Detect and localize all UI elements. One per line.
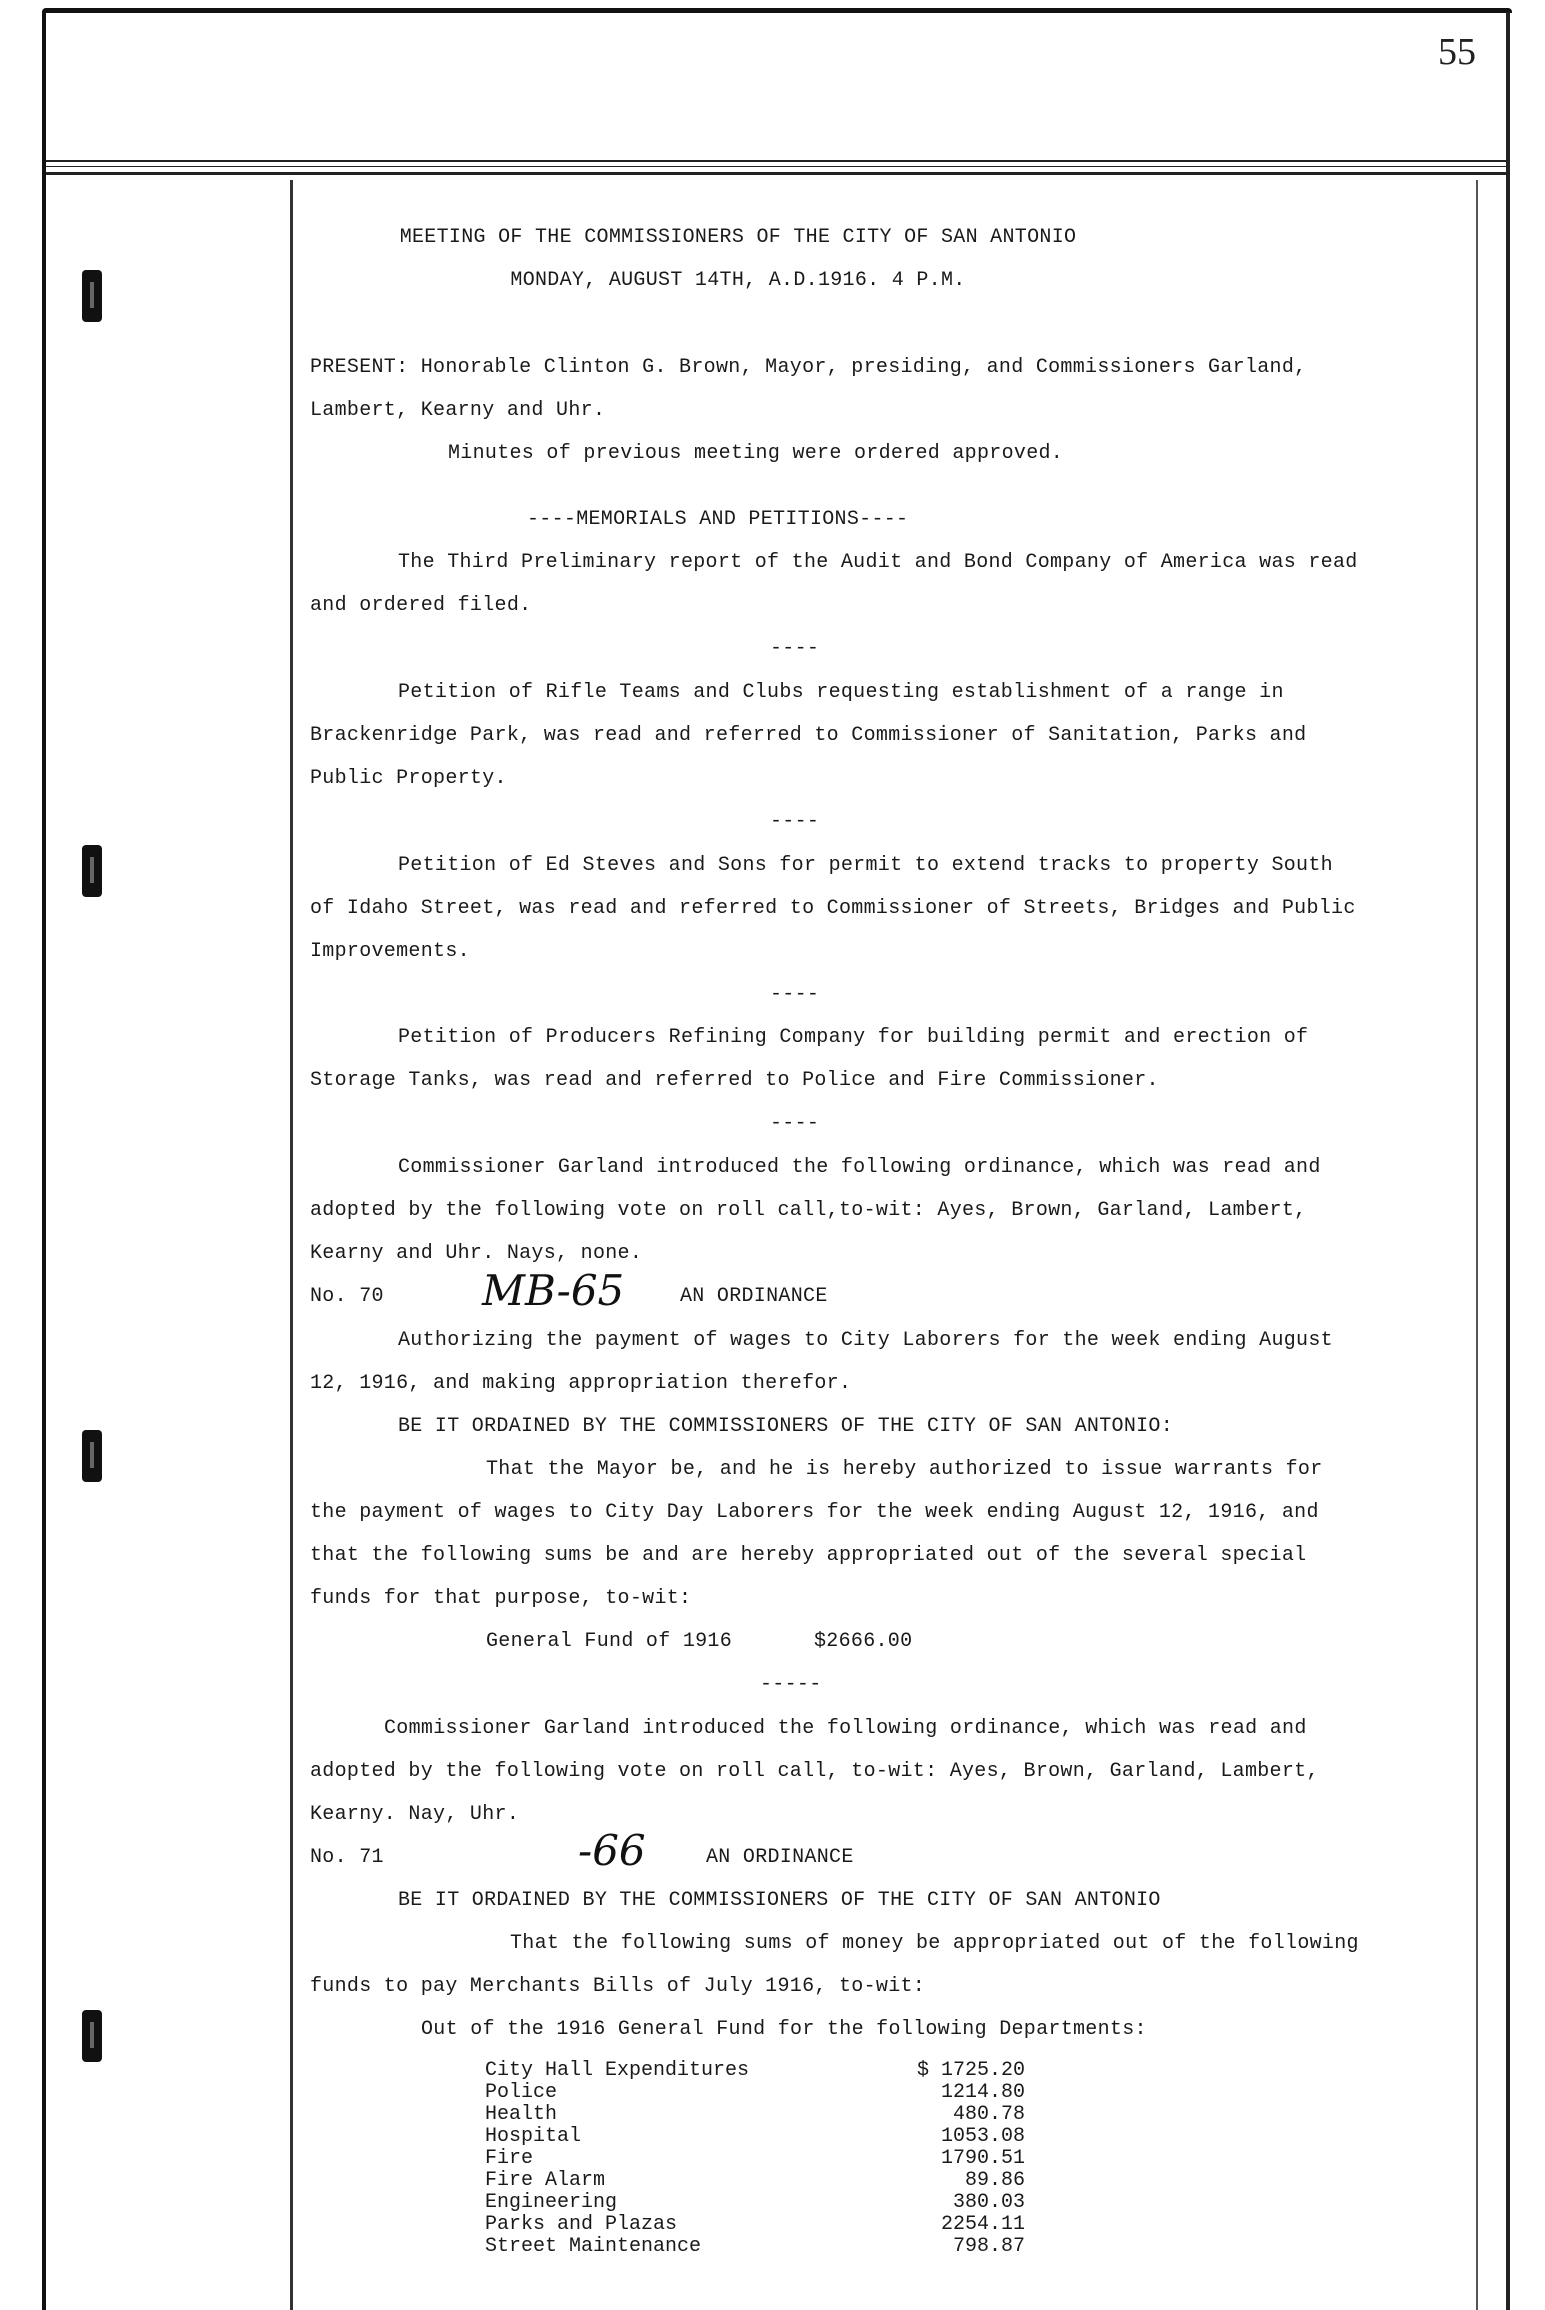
paragraph-line: Commissioner Garland introduced the following ordinance, which was read and (384, 1717, 1307, 1740)
department-name: Hospital (485, 2125, 582, 2148)
paragraph-line: funds for that purpose, to-wit: (310, 1587, 692, 1610)
list-item (485, 2060, 1025, 2082)
department-name: City Hall Expenditures (485, 2059, 750, 2082)
separator: ---- (770, 637, 820, 660)
separator: ---- (770, 810, 820, 833)
paragraph-line: the payment of wages to City Day Laborers for the week ending August 12, 1916, and (310, 1501, 1319, 1524)
present-line: Lambert, Kearny and Uhr. (310, 399, 606, 422)
department-name: Police (485, 2081, 558, 2104)
page-number: 55 (1438, 31, 1476, 73)
header-rule (46, 166, 1506, 167)
ordinance-heading: AN ORDINANCE (680, 1285, 828, 1308)
paragraph-line: funds to pay Merchants Bills of July 1916, to-wit: (310, 1975, 926, 1998)
section-heading: ----MEMORIALS AND PETITIONS---- (527, 508, 909, 531)
department-name: Parks and Plazas (485, 2213, 678, 2236)
paragraph-line: That the following sums of money be appropriated out of the following (510, 1932, 1359, 1955)
list-item (485, 2126, 1025, 2148)
list-item (485, 2192, 1025, 2214)
handwritten-annotation: MB-65 (482, 1266, 625, 1315)
ordained-line: BE IT ORDAINED BY THE COMMISSIONERS OF THE CITY OF SAN ANTONIO: (398, 1415, 1174, 1438)
paragraph-line: Improvements. (310, 940, 470, 963)
list-item (485, 2170, 1025, 2192)
paragraph-line: and ordered filed. (310, 594, 532, 617)
paragraph-line: Public Property. (310, 767, 507, 790)
paragraph-line: Kearny. Nay, Uhr. (310, 1803, 520, 1826)
list-item (485, 2104, 1025, 2126)
paragraph-line: Brackenridge Park, was read and referred to Commissioner of Sanitation, Parks and (310, 724, 1307, 747)
frame-right-border (1506, 12, 1510, 2310)
minutes-line: Minutes of previous meeting were ordered approved. (448, 442, 1064, 465)
binder-tab-icon (82, 1430, 102, 1482)
paragraph-line: adopted by the following vote on roll call,to-wit: Ayes, Brown, Garland, Lambert, (310, 1199, 1307, 1222)
department-amount: 798.87 (952, 2235, 1025, 2258)
paragraph-line: The Third Preliminary report of the Audit and Bond Company of America was read (398, 551, 1358, 574)
paragraph-line: 12, 1916, and making appropriation therefor. (310, 1372, 852, 1395)
paragraph-line: That the Mayor be, and he is hereby authorized to issue warrants for (486, 1458, 1323, 1481)
department-amount: 380.03 (952, 2191, 1025, 2214)
right-margin-rule (1476, 180, 1478, 2310)
separator: ---- (770, 983, 820, 1006)
ordinance-number: No. 70 (310, 1285, 384, 1308)
list-item (485, 2148, 1025, 2170)
fund-name: General Fund of 1916 (486, 1630, 733, 1653)
ordained-line: BE IT ORDAINED BY THE COMMISSIONERS OF THE CITY OF SAN ANTONIO (398, 1889, 1161, 1912)
department-name: Health (485, 2103, 558, 2126)
left-margin-rule (290, 180, 293, 2310)
paragraph-line: Authorizing the payment of wages to City Laborers for the week ending August (398, 1329, 1333, 1352)
paragraph-line: Petition of Rifle Teams and Clubs requesting establishment of a range in (398, 681, 1284, 704)
paragraph-line: Commissioner Garland introduced the following ordinance, which was read and (398, 1156, 1321, 1179)
paragraph-line: Out of the 1916 General Fund for the following Departments: (421, 2018, 1147, 2041)
binder-tab-icon (82, 2010, 102, 2062)
department-amount: 1214.80 (940, 2081, 1025, 2104)
department-amount: 1053.08 (940, 2125, 1025, 2148)
binder-tab-icon (82, 845, 102, 897)
header-rule (46, 160, 1506, 162)
fund-amount: $2666.00 (814, 1630, 913, 1653)
department-amount: 2254.11 (940, 2213, 1025, 2236)
list-item (485, 2214, 1025, 2236)
header-rule (46, 172, 1506, 175)
department-appropriations (485, 2060, 1025, 2258)
meeting-title: MEETING OF THE COMMISSIONERS OF THE CITY OF SAN ANTONIO (399, 226, 1077, 249)
present-line: PRESENT: Honorable Clinton G. Brown, Mayor, presiding, and Commissioners Garland, (310, 356, 1307, 379)
department-amount: 1790.51 (940, 2147, 1025, 2170)
department-amount: 480.78 (952, 2103, 1025, 2126)
paragraph-line: Petition of Ed Steves and Sons for permit to extend tracks to property South (398, 854, 1333, 877)
department-name: Street Maintenance (485, 2235, 702, 2258)
department-amount: $ 1725.20 (916, 2059, 1025, 2082)
department-name: Fire (485, 2147, 534, 2170)
frame-left-border (42, 12, 46, 2310)
paragraph-line: of Idaho Street, was read and referred to Commissioner of Streets, Bridges and Public (310, 897, 1356, 920)
paragraph-line: Storage Tanks, was read and referred to Police and Fire Commissioner. (310, 1069, 1159, 1092)
list-item (485, 2236, 1025, 2258)
handwritten-annotation: -66 (578, 1826, 646, 1875)
meeting-date: MONDAY, AUGUST 14TH, A.D.1916. 4 P.M. (510, 269, 966, 292)
frame-top-border (42, 8, 1512, 13)
department-name: Engineering (485, 2191, 618, 2214)
department-amount: 89.86 (964, 2169, 1025, 2192)
department-name: Fire Alarm (485, 2169, 606, 2192)
paragraph-line: Petition of Producers Refining Company for building permit and erection of (398, 1026, 1309, 1049)
separator: ----- (760, 1673, 822, 1696)
ordinance-number: No. 71 (310, 1846, 384, 1869)
ordinance-heading: AN ORDINANCE (706, 1846, 854, 1869)
separator: ---- (770, 1112, 820, 1135)
paragraph-line: Kearny and Uhr. Nays, none. (310, 1242, 643, 1265)
paragraph-line: adopted by the following vote on roll call, to-wit: Ayes, Brown, Garland, Lambert, (310, 1760, 1319, 1783)
list-item (485, 2082, 1025, 2104)
paragraph-line: that the following sums be and are hereby appropriated out of the several special (310, 1544, 1307, 1567)
